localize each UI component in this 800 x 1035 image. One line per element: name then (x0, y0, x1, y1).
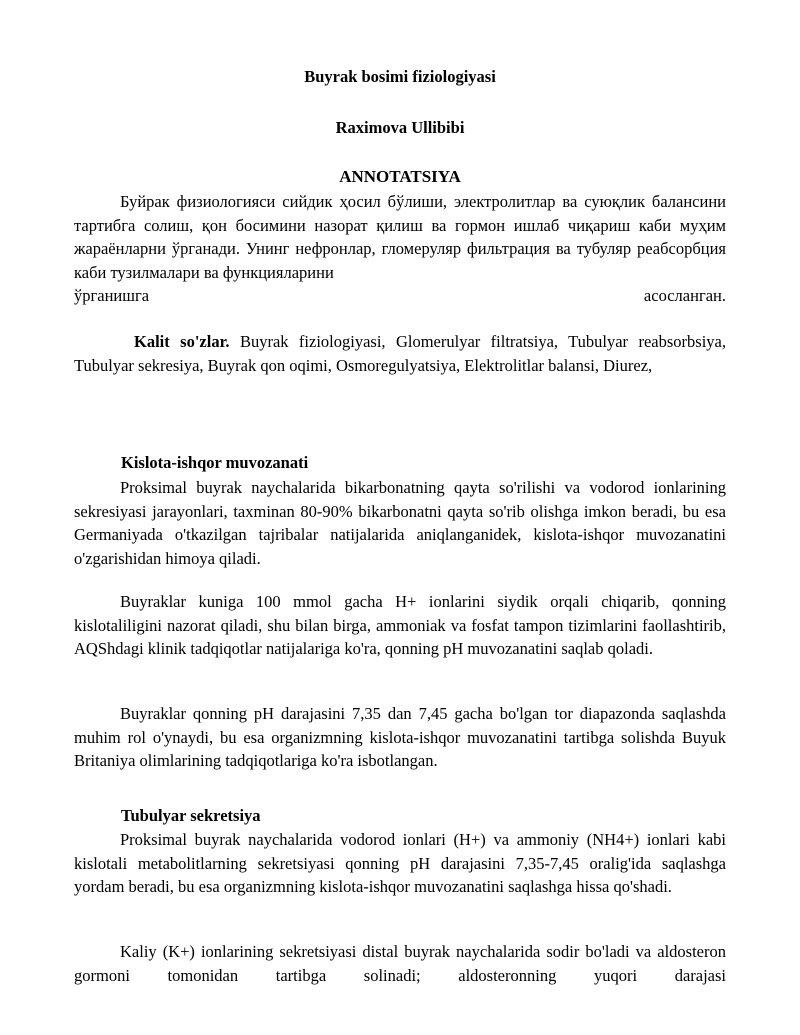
section-heading-tubular-secretion: Tubulyar sekretsiya (121, 806, 261, 825)
paragraph: Proksimal buyrak naychalarida vodorod ionlari (H+) va ammoniy (NH4+) ionlari kabi kislotali metabolitlarning sekretsiyasi qonning pH darajasini 7,35-7,45 oralig'ida saqlashga yordam beradi, bu esa organizmning kislota-ishqor muvozanatini saqlashga hissa qo'shadi. (74, 830, 726, 896)
paragraph: Buyraklar qonning pH darajasini 7,35 dan 7,45 gacha bo'lgan tor diapazonda saqlashda muhim rol o'ynaydi, bu esa organizmning kislota-ishqor muvozanatini tartibga solishda Buyuk Britaniya olimlarining tadqiqotlariga ko'ra isbotlangan. (74, 704, 726, 770)
section-tubular-p1 (74, 828, 726, 899)
section-tubular-p2 (74, 940, 726, 987)
annotation-paragraph: Буйрак физиологияси сийдик ҳосил бўлиши, электролитлар ва суюқлик балансини тартибга солиш, қон босимини назорат қилиш ва гормон ишлаб чиқариш каби муҳим жараёнларни ўрганади. Унинг нефронлар, гломеруляр фильтрация ва тубуляр реабсорбция каби тузилмалари ва функцияларини (74, 192, 726, 282)
paragraph: Kaliy (K+) ionlarining sekretsiyasi distal buyrak naychalarida sodir bo'ladi va aldosteron gormoni tomonidan tartibga solinadi; aldosteronning yuqori darajasi (74, 942, 726, 985)
keywords-block (74, 330, 726, 377)
section-acid-base-p1 (74, 476, 726, 570)
section-acid-base-p3 (74, 702, 726, 773)
document-title: Buyrak bosimi fiziologiyasi (304, 67, 496, 86)
keywords-paragraph (74, 330, 726, 377)
keywords-text: Buyrak fiziologiyasi, Glomerulyar filtratsiya, Tubulyar reabsorbsiya, Tubulyar sekresiya, Buyrak qon oqimi, Osmoregulyatsiya, Elektrolitlar balansi, Diurez, (74, 332, 726, 375)
section-acid-base-p2 (74, 590, 726, 661)
section-heading-acid-base: Kislota-ishqor muvozanati (121, 453, 309, 472)
annotation-last-line (74, 284, 726, 308)
author-name: Raximova Ullibibi (335, 118, 465, 137)
annotation-block (74, 190, 726, 308)
annotation-heading: ANNOTATSIYA (339, 167, 461, 186)
paragraph: Buyraklar kuniga 100 mmol gacha H+ ionlarini siydik orqali chiqarib, qonning kislotaliligini nazorat qiladi, shu bilan birga, ammoniak va fosfat tampon tizimlarini faollashtirib, AQShdagi klinik tadqiqotlar natijalariga ko'ra, qonning pH muvozanatini saqlab qoladi. (74, 592, 726, 658)
keywords-label: Kalit so'zlar. (134, 332, 230, 351)
annotation-last-word-left: ўрганишга (74, 286, 150, 305)
annotation-last-word-right: асосланган. (643, 286, 726, 305)
paragraph: Proksimal buyrak naychalarida bikarbonatning qayta so'rilishi va vodorod ionlarining sekresiyasi jarayonlari, taxminan 80-90% bikarbonatni qayta so'rib olishga imkon beradi, bu esa Germaniyada o'tkazilgan tajribalar natijalarida aniqlanganidek, kislota-ishqor muvozanatini o'zgarishidan himoya qiladi. (74, 478, 726, 568)
